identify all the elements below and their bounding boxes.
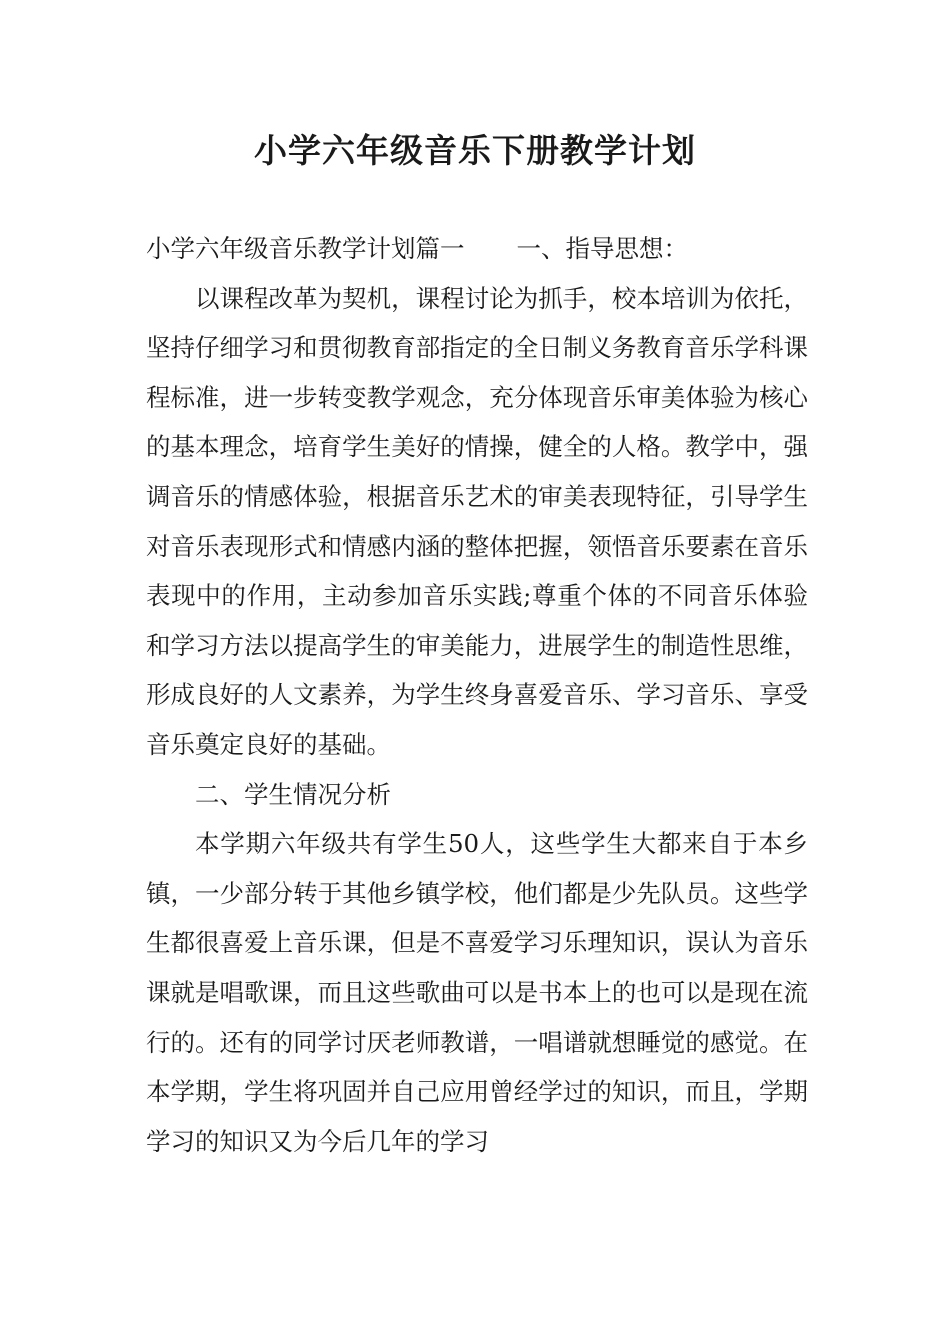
section-heading-student-analysis: 二、学生情况分析 (195, 779, 391, 809)
document-title: 小学六年级音乐下册教学计划 (254, 131, 696, 170)
intro-heading-line (146, 224, 808, 274)
paragraph-student-analysis: 本学期六年级共有学生50人，这些学生大都来自于本乡镇，一少部分转于其他乡镇学校，他们都是少先队员。这些学生都很喜爱上音乐课，但是不喜爱学习乐理知识，误认为音乐课就是唱歌课，而且这些歌曲可以是书本上的也可以是现在流行的。还有的同学讨厌老师教谱，一唱谱就想睡觉的感觉。在本学期，学生将巩固并自己应用曾经学过的知识，而且，学期学习的知识又为今后几年的学习 (146, 829, 808, 1156)
intro-heading-right: 一、指导思想： (516, 234, 688, 263)
intro-heading-left: 小学六年级音乐教学计划篇一 (146, 234, 465, 263)
paragraph-guiding-thought: 以课程改革为契机，课程讨论为抓手，校本培训为依托，坚持仔细学习和贯彻教育部指定的全日制义务教育音乐学科课程标准，进一步转变教学观念，充分体现音乐审美体验为核心的基本理念，培育学生美好的情操，健全的人格。教学中，强调音乐的情感体验，根据音乐艺术的审美表现特征，引导学生对音乐表现形式和情感内涵的整体把握，领悟音乐要素在音乐表现中的作用，主动参加音乐实践;尊重个体的不同音乐体验和学习方法以提高学生的审美能力，进展学生的制造性思维，形成良好的人文素养，为学生终身喜爱音乐、学习音乐、享受音乐奠定良好的基础。 (146, 283, 808, 759)
document-body (146, 224, 808, 1166)
